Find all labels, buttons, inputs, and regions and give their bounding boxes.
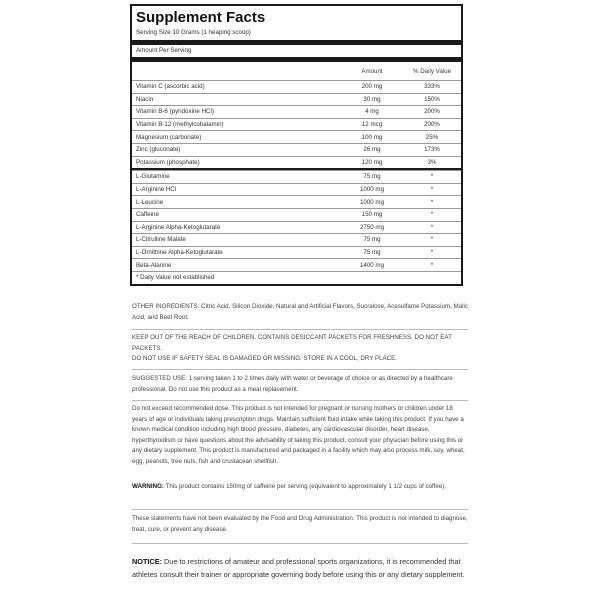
nutrient-daily-value: 25% (425, 133, 439, 141)
daily-value-header: % Daily Value (412, 67, 452, 75)
safety-seal-text: DO NOT USE IF SAFETY SEAL IS DAMAGED OR MISSING. STORE IN A COOL, DRY PLACE. (132, 355, 397, 362)
nutrient-amount: 120 mg (361, 158, 383, 166)
nutrient-name: Niacin (136, 95, 154, 103)
nutrient-name: Vitamin C (ascorbic acid) (136, 83, 205, 91)
nutrient-amount: 150 mg (361, 211, 383, 219)
notice-body: Due to restrictions of amateur and professional sports organizations, it is recommended that athletes consult their trainer or appropriate governing body before using this or any dietary supplement. (132, 557, 465, 579)
nutrient-row (132, 258, 461, 271)
divider (132, 509, 468, 510)
other-ingredients-text: OTHER INGREDIENTS: Citric Acid, Silicon Dioxide, Natural and Artificial Flavors, Sucralose, Acesulfame Potassium, Malic Acid, and Beet Root. (132, 303, 468, 321)
warning-label: WARNING: (132, 483, 164, 490)
warning-text (132, 482, 468, 493)
nutrient-name: L-Arginine HCl (136, 186, 177, 194)
nutrient-daily-value: * (430, 261, 434, 269)
suggested-use-text: SUGGESTED USE: 1 serving taken 1 to 2 times daily with water or beverage of choice or as directed by a healthcare professional. Do not use this product as a meal replacement. (132, 375, 453, 393)
nutrient-daily-value: * (430, 186, 434, 194)
serving-size: Serving Size 10 Grams (1 heaping scoop) (136, 29, 251, 36)
nutrient-name: Caffeine (136, 211, 159, 219)
nutrient-daily-value: * (430, 211, 434, 219)
nutrient-row (132, 170, 461, 183)
fda-disclaimer-text: These statements have not been evaluated by the Food and Drug Administration. This product is not intended to diagnose, treat, cure, or prevent any disease. (132, 515, 468, 533)
nutrient-amount: 100 mg (361, 133, 383, 141)
nutrient-amount: 75 mg (363, 173, 381, 181)
notice-text (132, 556, 472, 581)
nutrient-name: L-Citrulline Malate (136, 236, 186, 244)
nutrient-amount: 1400 mg (359, 261, 385, 269)
nutrient-amount: 1000 mg (359, 198, 385, 206)
nutrient-row (132, 233, 461, 246)
divider (132, 369, 468, 370)
nutrient-daily-value: 333% (424, 83, 440, 91)
nutrient-daily-value: * (430, 223, 434, 231)
caution-text: Do not exceed recommended dose. This product is not intended for pregnant or nursing mothers or children under 18 years of age or individuals taking prescription drugs. Maintain sufficient fluid intake while taking this product. If you have a known medical condition including high blood pressure, diabetes, any cardiovascular disorder, heart disease, hyperthyroidism or have questions about the advisability of taking this product, consult your physician before using this or any dietary supplement. This product is manufactured and packaged in a facility which may also process milk, soy, wheat, egg, peanuts, tree nuts, fish and crustacean shellfish. (132, 405, 465, 465)
nutrient-row (132, 246, 461, 259)
amount-per-serving: Amount Per Serving (136, 47, 192, 54)
nutrient-row (132, 80, 461, 93)
nutrient-daily-value: * (430, 198, 434, 206)
nutrient-row (132, 195, 461, 208)
nutrient-daily-value: 173% (424, 146, 440, 154)
nutrient-daily-value: 200% (424, 108, 440, 116)
nutrient-daily-value: 3% (427, 158, 437, 166)
nutrient-amount: 1000 mg (359, 186, 385, 194)
nutrient-row (132, 183, 461, 196)
nutrient-amount: 26 mg (363, 146, 381, 154)
daily-value-footnote: * Daily Value not established (132, 271, 461, 284)
nutrient-daily-value: * (430, 236, 434, 244)
nutrient-amount: 30 mg (363, 95, 381, 103)
nutrient-amount: 75 mg (363, 249, 381, 257)
nutrient-name: Beta-Alanine (136, 261, 172, 269)
nutrient-row (132, 130, 461, 143)
divider (132, 400, 468, 401)
supplement-facts-panel (130, 4, 463, 286)
nutrient-daily-value: 150% (424, 95, 440, 103)
nutrient-amount: 75 mg (363, 236, 381, 244)
column-header-row (132, 62, 461, 80)
nutrient-name: L-Arginine Alpha-Ketoglutarate (136, 223, 221, 231)
nutrient-name: L-Leucine (136, 198, 164, 206)
nutrient-name: Magnesium (carbonate) (136, 133, 202, 141)
amount-header: Amount (361, 67, 383, 75)
keep-out-text: KEEP OUT OF THE REACH OF CHILDREN. CONTAINS DESICCANT PACKETS FOR FRESHNESS. DO NOT EAT PACKETS. (132, 334, 452, 352)
nutrient-amount: 4 mg (365, 108, 379, 116)
nutrient-row (132, 156, 461, 169)
nutrient-amount: 12 mcg (361, 121, 383, 129)
nutrient-name: L-Ornithine Alpha-Ketoglutarate (136, 249, 223, 257)
nutrient-name: Vitamin B-6 (pyridoxine HCl) (136, 108, 214, 116)
nutrient-name: Potassium (phosphate) (136, 158, 200, 166)
nutrient-row (132, 143, 461, 156)
nutrient-row (132, 221, 461, 234)
nutrient-name: Zinc (gluconate) (136, 146, 181, 154)
nutrient-row (132, 105, 461, 118)
divider (132, 329, 468, 330)
nutrient-amount: 200 mg (361, 83, 383, 91)
nutrient-row (132, 208, 461, 221)
divider (132, 543, 468, 544)
panel-title: Supplement Facts (136, 9, 266, 26)
nutrient-row (132, 118, 461, 131)
nutrient-daily-value: * (430, 249, 434, 257)
nutrient-row (132, 93, 461, 106)
nutrient-name: Vitamin B-12 (methylcobalamin) (136, 121, 224, 129)
nutrient-name: L-Glutamine (136, 173, 170, 181)
other-ingredient-rows (132, 170, 461, 271)
warning-body: This product contains 150mg of caffeine per serving (equivalent to approximately 1 1/2 cups of coffee). (163, 483, 447, 490)
nutrient-daily-value: 200% (424, 121, 440, 129)
nutrient-amount: 2750 mg (359, 223, 385, 231)
notice-label: NOTICE: (132, 557, 162, 566)
nutrient-daily-value: * (430, 173, 434, 181)
vitamin-rows (132, 80, 461, 168)
